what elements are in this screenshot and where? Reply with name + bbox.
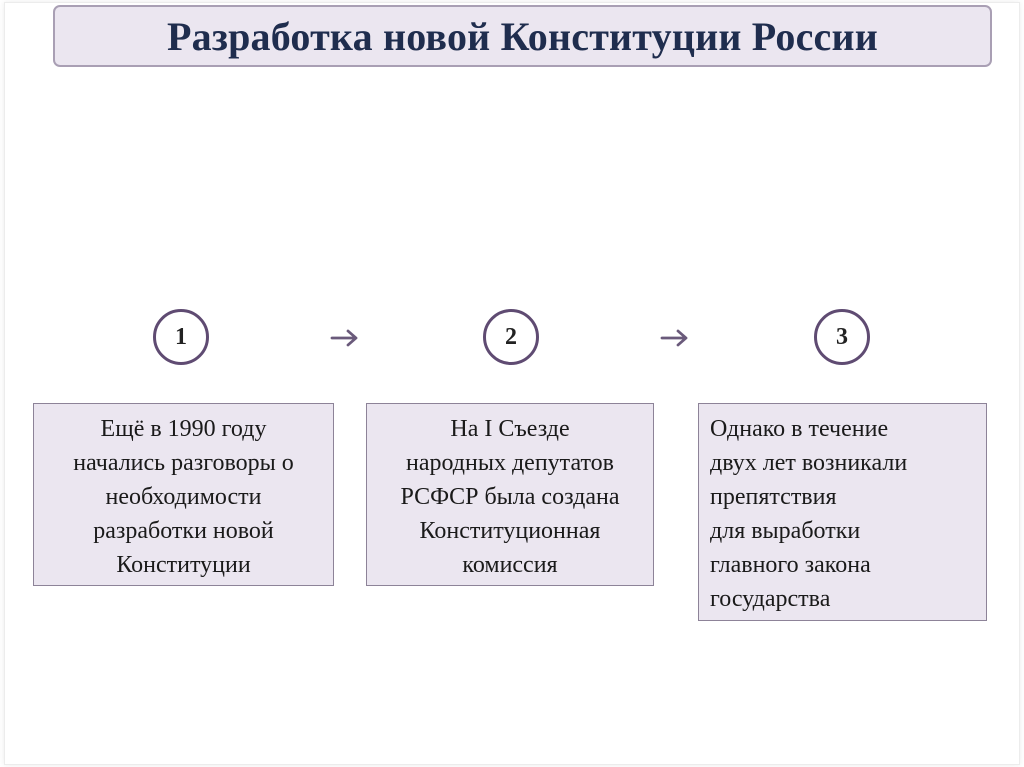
right-arrow-icon [660, 328, 690, 348]
step-1-number: 1 [175, 323, 187, 350]
step-3-circle [814, 309, 870, 365]
slide-title: Разработка новой Конституции России [166, 13, 879, 59]
step-2-card [366, 403, 654, 586]
step-3-card [698, 403, 987, 621]
step-2-number: 2 [505, 323, 517, 350]
step-3-text: Однако в течение двух лет возникали препятствия для выработки главного закона государства [710, 416, 908, 612]
title-banner [53, 5, 992, 67]
step-2-text: На I Съезде народных депутатов РСФСР была создана Конституционная комиссия [400, 416, 620, 578]
right-arrow-icon [330, 328, 360, 348]
step-1-text: Ещё в 1990 году начались разговоры о необходимости разработки новой Конституции [73, 416, 294, 578]
step-3-number: 3 [836, 323, 848, 350]
step-1-card [33, 403, 334, 586]
slide-frame [4, 2, 1020, 765]
step-1-circle [153, 309, 209, 365]
step-2-circle [483, 309, 539, 365]
